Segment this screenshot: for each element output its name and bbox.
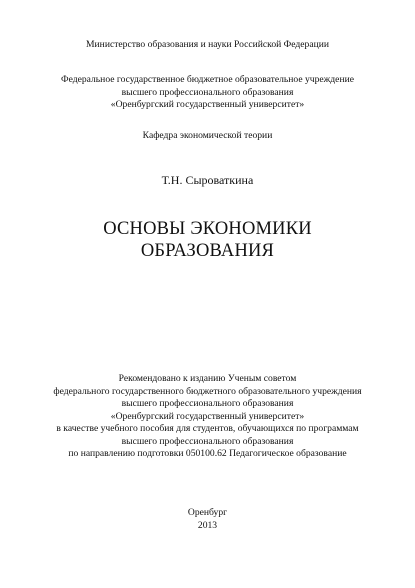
- institution-line-3: «Оренбургский государственный университет»: [110, 99, 305, 110]
- author-text: Т.Н. Сыроваткина: [161, 173, 254, 187]
- recommendation-line-3: высшего профессионального образования: [121, 398, 294, 409]
- author-name: [0, 173, 415, 187]
- recommendation-line-2: федерального государственного бюджетного образовательного учреждения: [53, 385, 362, 397]
- city-text: Оренбург: [187, 507, 228, 518]
- title-line-2: ОБРАЗОВАНИЯ: [140, 241, 275, 261]
- ministry-text: Министерство образования и науки Российской Федерации: [86, 39, 329, 50]
- book-title: [0, 218, 415, 262]
- institution-block: [0, 74, 415, 112]
- year-text: 2013: [197, 519, 218, 531]
- recommendation-line-7: по направлению подготовки 050100.62 Педагогическое образование: [68, 448, 347, 459]
- imprint-footer: [0, 507, 415, 532]
- recommendation-block: [0, 373, 415, 461]
- title-line-1: ОСНОВЫ ЭКОНОМИКИ: [103, 219, 312, 239]
- institution-line-2: высшего профессионального образования: [121, 86, 294, 98]
- department-line: [0, 130, 415, 143]
- recommendation-line-6: высшего профессионального образования: [121, 435, 294, 447]
- department-text: Кафедра экономической теории: [142, 130, 273, 141]
- ministry-line: [0, 39, 415, 52]
- institution-line-1: Федеральное государственное бюджетное образовательное учреждение: [61, 74, 354, 85]
- recommendation-line-5: в качестве учебного пособия для студентов, обучающихся по программам: [56, 423, 359, 434]
- recommendation-line-1: Рекомендовано к изданию Ученым советом: [118, 373, 297, 384]
- recommendation-line-4: «Оренбургский государственный университет»: [110, 410, 305, 422]
